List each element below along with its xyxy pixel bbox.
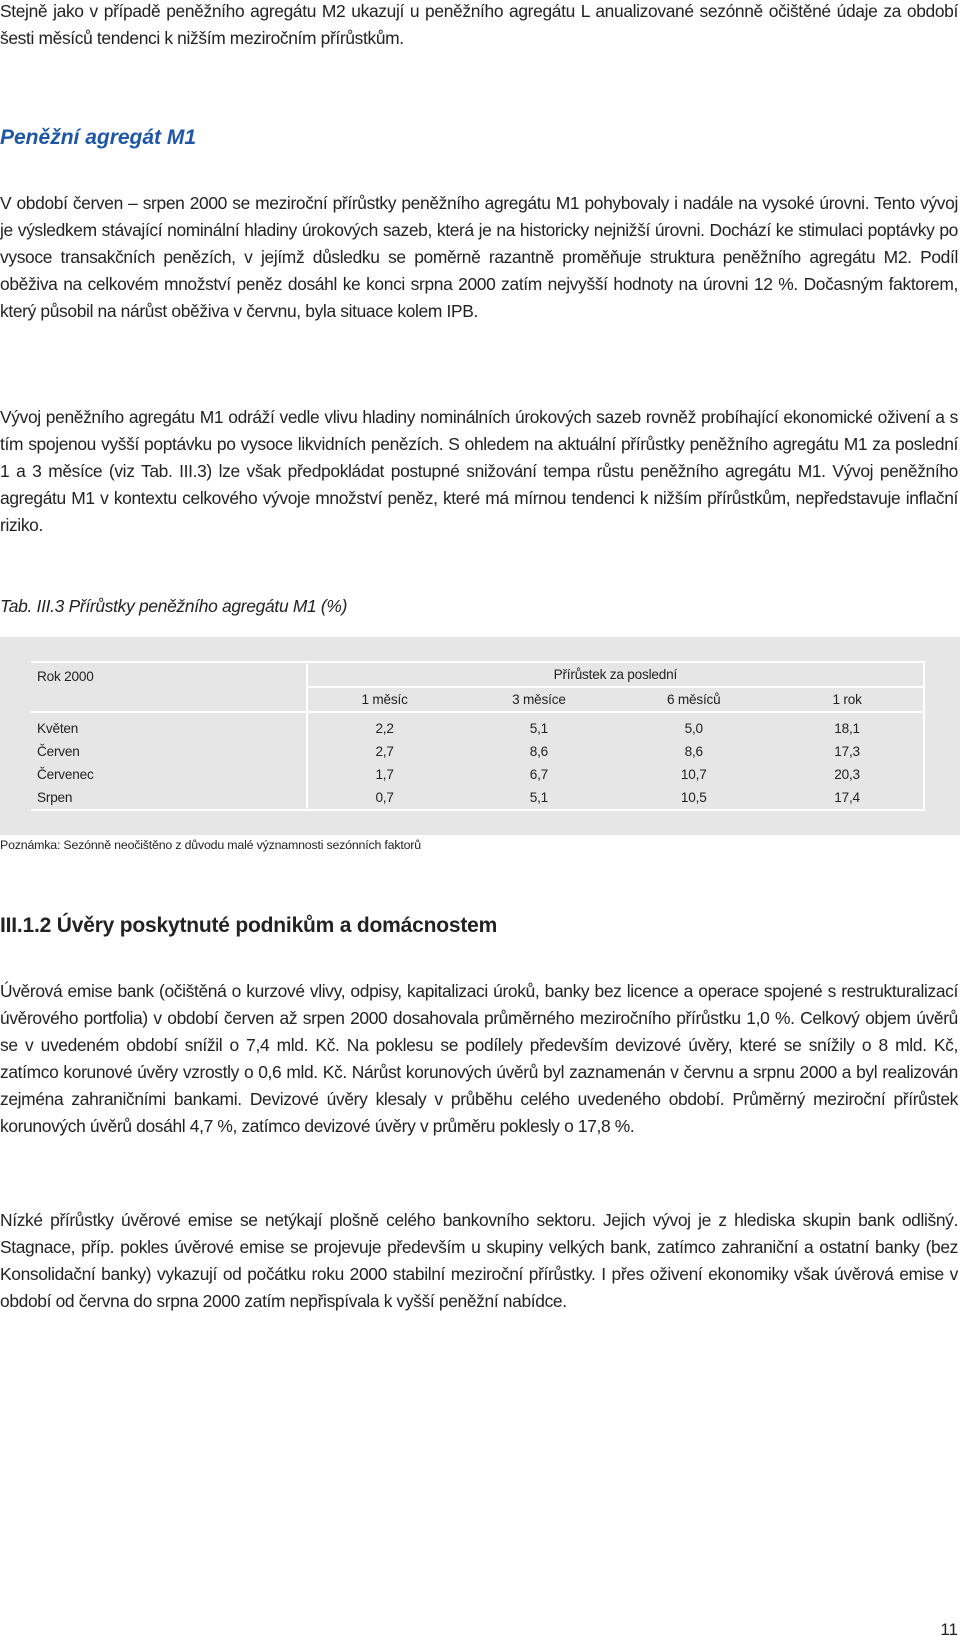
table-cell: 17,4 <box>771 786 924 810</box>
table-cell: 17,3 <box>771 740 924 763</box>
table-row-header: Rok 2000 <box>31 662 307 712</box>
column-header: 6 měsíců <box>616 687 771 712</box>
table-cell: 5,1 <box>462 786 617 810</box>
loans-paragraph-1: Úvěrová emise bank (očištěná o kurzové vlivy, odpisy, kapitalizaci úroků, banky bez licence a operace spojené s restrukturalizací úvěrového portfolia) v období červen až srpen 2000 dosahovala průměrného meziročního přírůstku 1,0 %. Celkový objem úvěrů se v uvedeném období snížil o 7,4 mld. Kč. Na poklesu se podílely především devizové úvěry, které se snížily o 8 mld. Kč, zatímco korunové úvěry vzrostly o 0,6 mld. Kč. Nárůst korunových úvěrů byl zaznamenán v červnu a srpnu 2000 a byl realizován zejména zahraničními bankami. Devizové úvěry klesaly v průběhu celého uvedeného období. Průměrný meziroční přírůstek korunových úvěrů dosáhl 4,7 %, zatímco devizové úvěry v průměru poklesly o 17,8 %. <box>0 981 958 1136</box>
row-label: Květen <box>31 712 307 740</box>
row-label: Srpen <box>31 786 307 810</box>
m1-growth-table <box>31 661 925 811</box>
table-cell: 2,2 <box>307 712 462 740</box>
table-cell: 0,7 <box>307 786 462 810</box>
m1-heading: Peněžní agregát M1 <box>0 126 197 149</box>
table-cell: 5,0 <box>684 721 703 736</box>
column-header: 1 měsíc <box>307 687 462 712</box>
table-cell: 8,6 <box>684 744 703 759</box>
m1-paragraph-2: Vývoj peněžního agregátu M1 odráží vedle vlivu hladiny nominálních úrokových sazeb rovněž probíhající ekonomické oživení a s tím spojenou vyšší poptávku po vysoce likvidních penězích. S ohledem na aktuální přírůstky peněžního agregátu M1 za poslední 1 a 3 měsíce (viz Tab. III.3) lze však předpokládat postupné snižování tempa růstu peněžního agregátu M1. Vývoj peněžního agregátu M1 v kontextu celkového vývoje množství peněz, které má mírnou tendenci k nižším přírůstkům, nepředstavuje inflační riziko. <box>0 407 958 535</box>
table-cell: 10,7 <box>680 767 707 782</box>
table-cell: 2,7 <box>307 740 462 763</box>
table-row <box>31 786 924 810</box>
table-caption: Tab. III.3 Přírůstky peněžního agregátu M1 (%) <box>0 596 348 616</box>
table-row <box>31 712 924 740</box>
intro-paragraph: Stejně jako v případě peněžního agregátu M2 ukazují u peněžního agregátu L anualizované sezónně očištěné údaje za období šesti měsíců tendenci k nižším meziročním přírůstkům. <box>0 1 958 48</box>
table-cell: 10,5 <box>616 786 771 810</box>
table-cell: 1,7 <box>307 763 462 786</box>
loans-paragraph-2: Nízké přírůstky úvěrové emise se netýkají plošně celého bankovního sektoru. Jejich vývoj je z hlediska skupin bank odlišný. Stagnace, příp. pokles úvěrové emise se projevuje především u skupiny velkých bank, zatímco zahraniční a ostatní banky (bez Konsolidační banky) vykazují od počátku roku 2000 stabilní meziroční přírůstky. I přes oživení ekonomiky však úvěrová emise v období od června do srpna 2000 zatím nepřispívala k vyšší peněžní nabídce. <box>0 1210 958 1311</box>
table-row <box>31 740 924 763</box>
m1-paragraph-1: V období červen – srpen 2000 se meziroční přírůstky peněžního agregátu M1 pohybovaly i nadále na vysoké úrovni. Tento vývoj je výsledkem stávající nominální hladiny úrokových sazeb, která je na historicky nejnižší úrovni. Dochází ke stimulaci poptávky po vysoce transakčních penězích, v jejímž důsledku se poměrně razantně proměňuje struktura peněžního agregátu M2. Podíl oběživa na celkovém množství peněz dosáhl ke konci srpna 2000 zatím nejvyšší hodnoty na úrovni 12 %. Dočasným faktorem, který působil na nárůst oběživa v červnu, byla situace kolem IPB. <box>0 193 958 321</box>
table-group-header: Přírůstek za poslední <box>307 662 924 687</box>
table-row <box>31 763 924 786</box>
table-panel <box>0 637 960 835</box>
row-label: Červen <box>37 744 80 759</box>
column-header: 3 měsíce <box>462 687 617 712</box>
table-cell: 8,6 <box>529 744 549 759</box>
table-cell: 20,3 <box>771 763 924 786</box>
table-note: Poznámka: Sezónně neočištěno z důvodu malé významnosti sezónních faktorů <box>0 838 421 852</box>
table-cell: 6,7 <box>529 767 549 782</box>
column-header: 1 rok <box>771 687 924 712</box>
loans-heading: III.1.2 Úvěry poskytnuté podnikům a domácnostem <box>0 914 498 937</box>
row-label: Červenec <box>37 767 94 782</box>
table-cell: 5,1 <box>529 721 549 736</box>
page-number: 11 <box>940 1620 958 1639</box>
table-cell: 18,1 <box>771 712 924 740</box>
